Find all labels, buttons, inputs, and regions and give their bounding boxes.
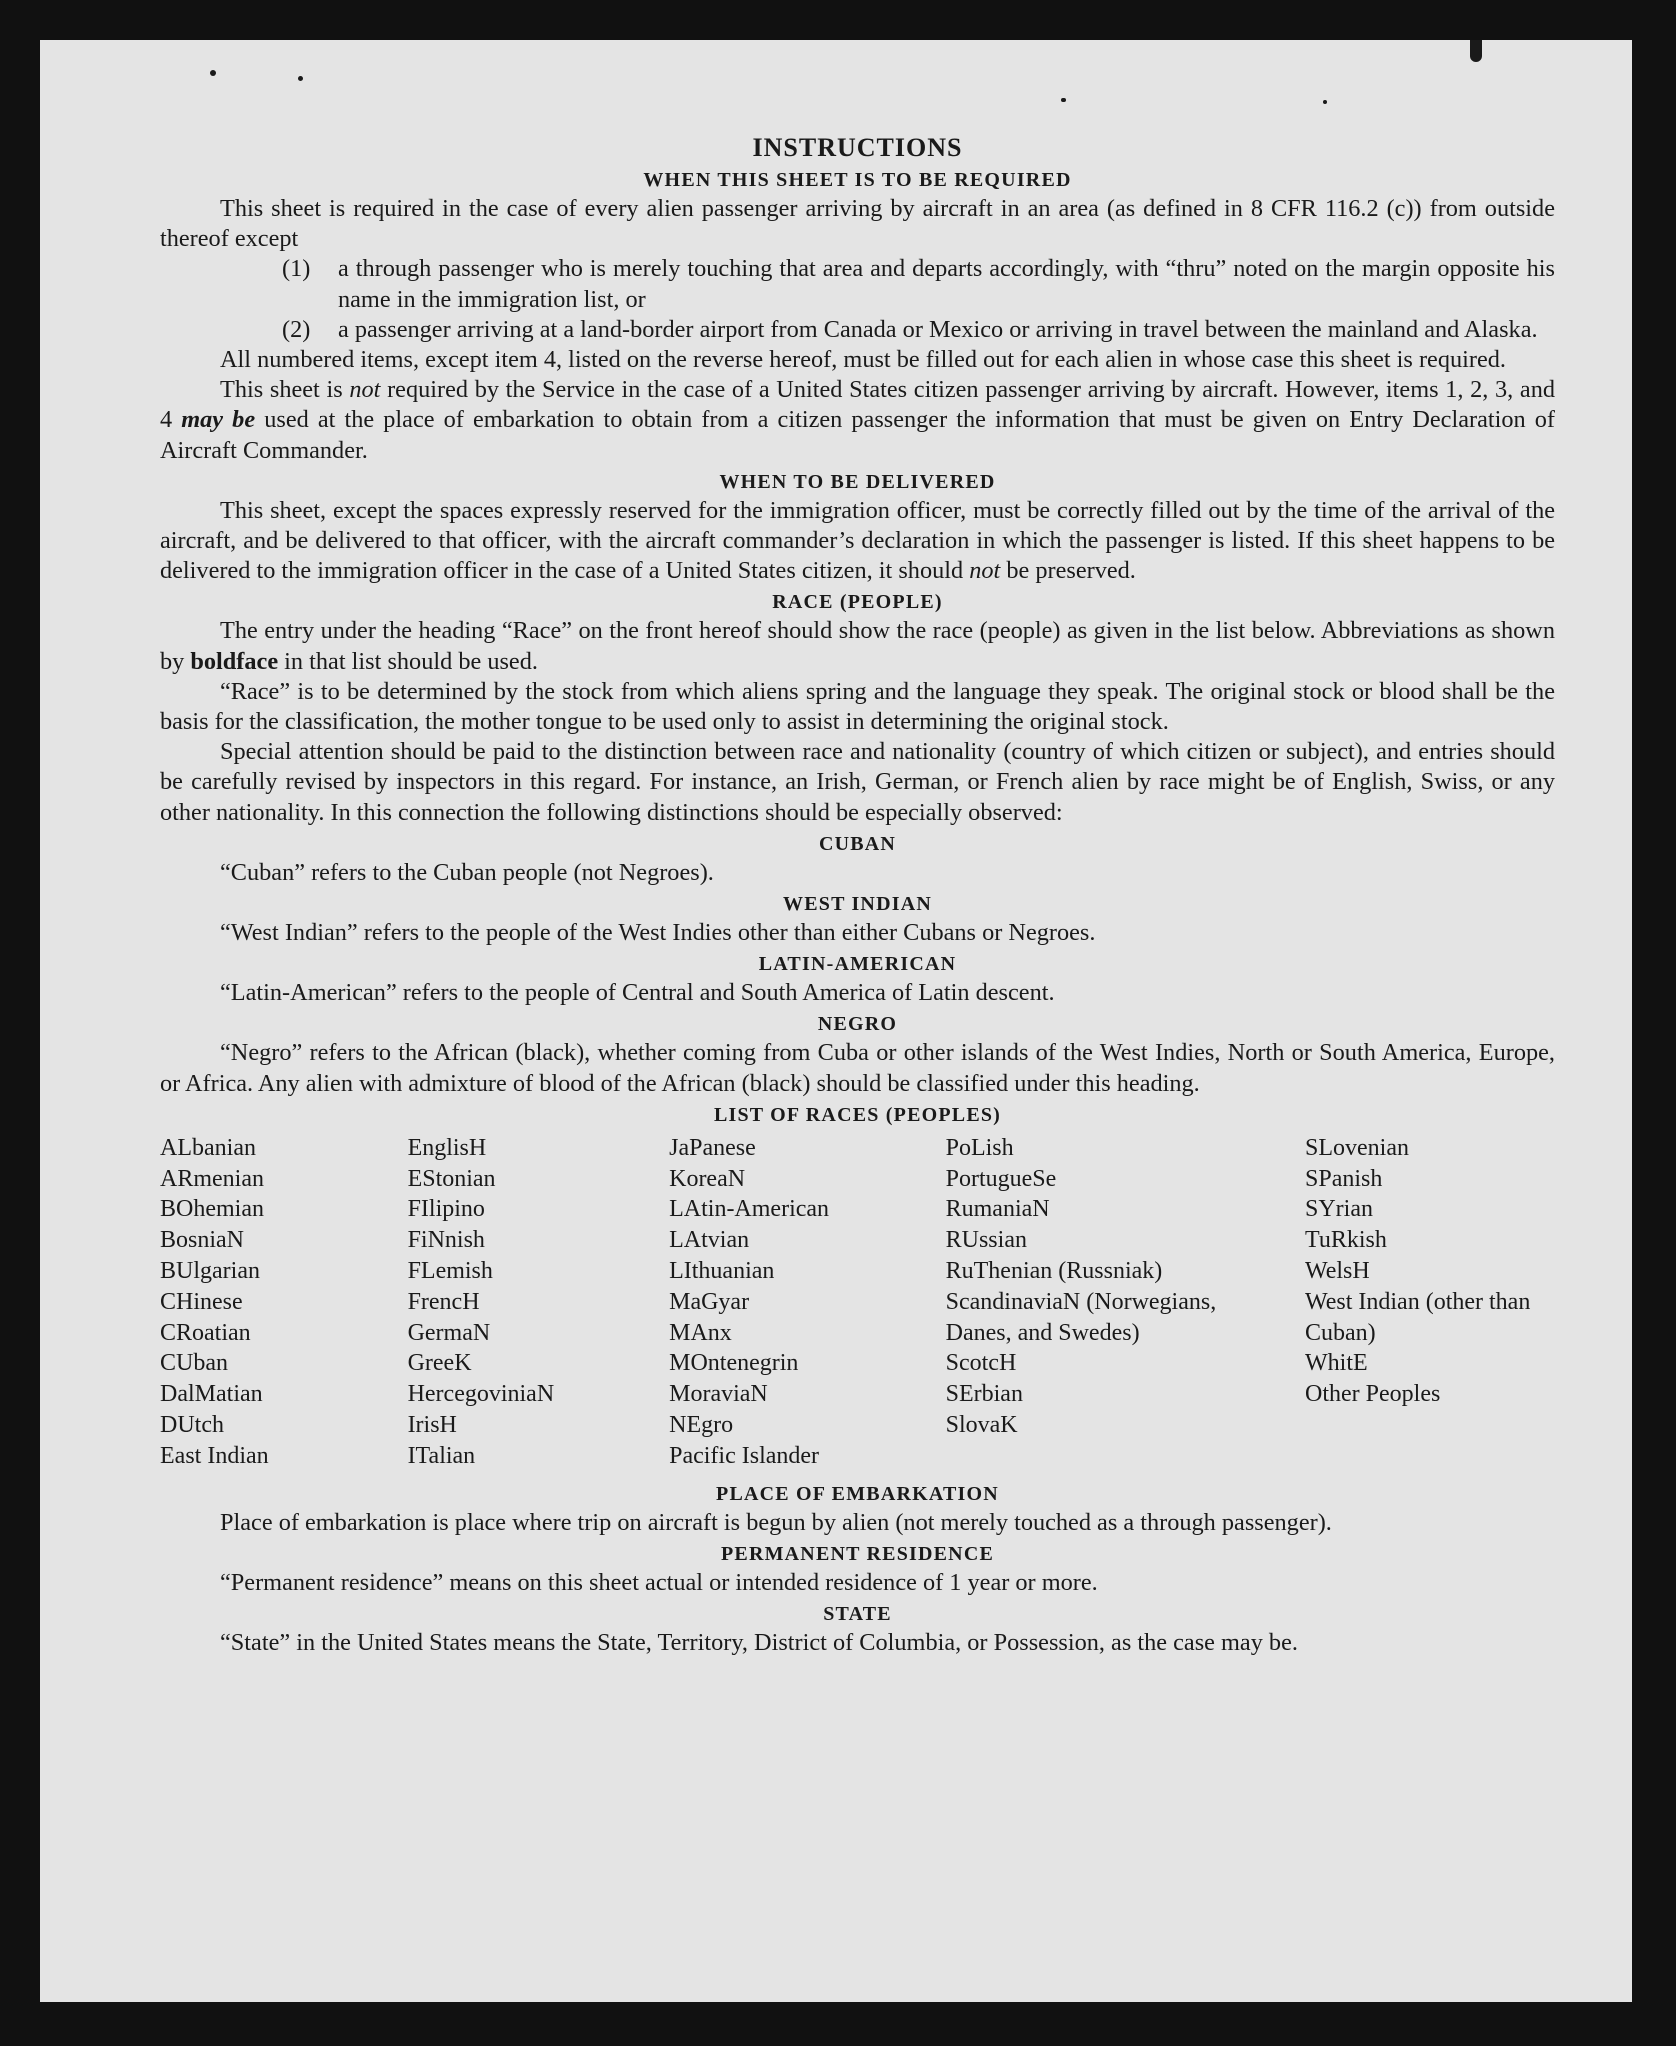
section-heading: NEGRO bbox=[817, 1013, 898, 1036]
page-title: INSTRUCTIONS bbox=[752, 133, 963, 162]
race-entry: Other Peoples bbox=[1305, 1381, 1441, 1408]
race-entry: SPanish bbox=[1305, 1165, 1383, 1192]
text-run: This sheet is bbox=[220, 376, 350, 404]
race-entry: ScandinaviaN (Norwegians, Danes, and Swedes) bbox=[945, 1288, 1217, 1346]
race-entry: FIlipino bbox=[407, 1196, 485, 1223]
instructions-body bbox=[160, 92, 1555, 1658]
scan-speck bbox=[298, 76, 303, 81]
race-entry: East Indian bbox=[160, 1442, 269, 1469]
text-run: required by the Service in the case of a United States citizen passenger arriving by aircraft. However, items 1, 2, 3, and 4 bbox=[160, 376, 1556, 434]
race-entry: EnglisH bbox=[407, 1134, 487, 1161]
document-page bbox=[40, 40, 1632, 2002]
race-entry: ALbanian bbox=[160, 1134, 256, 1161]
paragraph bbox=[160, 496, 1555, 587]
item-number: (1) bbox=[282, 255, 311, 283]
race-entry: ARmenian bbox=[160, 1165, 264, 1192]
race-entry: MaGyar bbox=[669, 1288, 750, 1315]
race-entry: BUlgarian bbox=[160, 1258, 260, 1285]
paragraph bbox=[160, 375, 1555, 466]
text-run: The entry under the heading “Race” on the front hereof should show the race (people) as given in the list below. Abbreviations as shown by bbox=[160, 617, 1555, 675]
section-heading: RACE (PEOPLE) bbox=[772, 591, 943, 614]
paragraph: Place of embarkation is place where trip on aircraft is begun by alien (not merely touched as a through passenger). bbox=[220, 1508, 1332, 1536]
race-entry: BosniaN bbox=[160, 1227, 244, 1254]
race-entry: CRoatian bbox=[160, 1319, 251, 1346]
paragraph: Special attention should be paid to the distinction between race and nationality (country of which citizen or subject), and entries should be carefully revised by inspectors in this regard. For instance, an Irish, German, or French alien by race might be of English, Swiss, or any other nationality. In this connection the following distinctions should be especially observed: bbox=[160, 738, 1555, 826]
race-entry: FrencH bbox=[407, 1288, 480, 1315]
race-entry: West Indian (other than Cuban) bbox=[1305, 1288, 1531, 1346]
race-list bbox=[160, 1133, 1555, 1472]
race-entry: DUtch bbox=[160, 1412, 224, 1439]
race-entry: KoreaN bbox=[669, 1165, 746, 1192]
race-column bbox=[160, 1133, 408, 1472]
paragraph: “Race” is to be determined by the stock from which aliens spring and the language they speak. The original stock or blood shall be the basis for the classification, the mother tongue to be used only to assist in determining the original stock. bbox=[160, 677, 1555, 736]
race-entry: ScotcH bbox=[945, 1350, 1017, 1377]
race-entry: RuThenian (Russniak) bbox=[945, 1258, 1163, 1285]
race-entry: GreeK bbox=[407, 1350, 472, 1377]
race-entry: RumaniaN bbox=[945, 1196, 1050, 1223]
race-entry: HercegoviniaN bbox=[407, 1381, 555, 1408]
race-entry: CUban bbox=[160, 1350, 228, 1377]
bold-text: boldface bbox=[190, 647, 279, 675]
section-heading: STATE bbox=[823, 1603, 892, 1626]
race-entry: EStonian bbox=[407, 1165, 496, 1192]
paragraph: “Permanent residence” means on this sheet actual or intended residence of 1 year or more. bbox=[220, 1568, 1098, 1596]
race-entry: BOhemian bbox=[160, 1196, 264, 1223]
section-heading: WHEN TO BE DELIVERED bbox=[719, 470, 996, 493]
race-entry: SErbian bbox=[945, 1381, 1023, 1408]
race-entry: MOntenegrin bbox=[669, 1350, 799, 1377]
emphasis: not bbox=[969, 557, 1001, 585]
race-entry: LAtin-American bbox=[669, 1196, 830, 1223]
race-entry: Pacific Islander bbox=[669, 1442, 820, 1469]
section-heading: PERMANENT RESIDENCE bbox=[720, 1542, 995, 1565]
exception-item bbox=[160, 254, 1555, 314]
item-text: a passenger arriving at a land-border airport from Canada or Mexico or arriving in travel between the mainland and Alaska. bbox=[338, 315, 1538, 343]
race-entry: LIthuanian bbox=[669, 1258, 775, 1285]
race-entry: WelsH bbox=[1305, 1258, 1370, 1285]
section-heading: LIST OF RACES (PEOPLES) bbox=[713, 1103, 1002, 1126]
paragraph: All numbered items, except item 4, listed on the reverse hereof, must be filled out for each alien in whose case this sheet is required. bbox=[220, 346, 1506, 374]
race-column bbox=[1305, 1133, 1555, 1472]
paragraph bbox=[160, 616, 1555, 676]
race-entry: SYrian bbox=[1305, 1196, 1373, 1223]
race-entry: IrisH bbox=[407, 1412, 457, 1439]
race-entry: ITalian bbox=[407, 1442, 476, 1469]
scan-speck bbox=[210, 70, 216, 76]
exception-item bbox=[160, 315, 1555, 345]
race-entry: PoLish bbox=[945, 1134, 1014, 1161]
paragraph: This sheet is required in the case of every alien passenger arriving by aircraft in an area (as defined in 8 CFR 116.2 (c)) from outside thereof except bbox=[160, 195, 1555, 253]
race-entry: SLovenian bbox=[1305, 1134, 1409, 1161]
emphasis: may be bbox=[181, 406, 256, 434]
race-entry: DalMatian bbox=[160, 1381, 263, 1408]
text-run: in that list should be used. bbox=[278, 647, 538, 675]
race-entry: MoraviaN bbox=[669, 1381, 768, 1408]
race-column bbox=[946, 1133, 1305, 1472]
section-heading: WHEN THIS SHEET IS TO BE REQUIRED bbox=[643, 169, 1072, 191]
race-entry: TuRkish bbox=[1305, 1227, 1387, 1254]
race-entry: MAnx bbox=[669, 1319, 732, 1346]
paragraph: “Negro” refers to the African (black), whether coming from Cuba or other islands of the West Indies, North or South America, Europe, or Africa. Any alien with admixture of blood of the African (black) should be classified under this heading. bbox=[160, 1039, 1555, 1097]
race-entry: SlovaK bbox=[945, 1412, 1018, 1439]
race-entry: FiNnish bbox=[407, 1227, 485, 1254]
race-entry: RUssian bbox=[945, 1227, 1027, 1254]
race-entry: JaPanese bbox=[669, 1134, 756, 1161]
section-heading: PLACE OF EMBARKATION bbox=[716, 1482, 999, 1505]
item-text: a through passenger who is merely touching that area and departs accordingly, with “thru” noted on the margin opposite his name in the immigration list, or bbox=[338, 255, 1555, 313]
emphasis: not bbox=[349, 376, 381, 404]
item-number: (2) bbox=[282, 315, 311, 343]
section-heading: LATIN-AMERICAN bbox=[758, 953, 957, 976]
race-entry: LAtvian bbox=[669, 1227, 750, 1254]
race-entry: GermaN bbox=[407, 1319, 491, 1346]
paragraph: “Cuban” refers to the Cuban people (not Negroes). bbox=[220, 858, 714, 886]
race-entry: WhitE bbox=[1305, 1350, 1368, 1377]
section-heading: CUBAN bbox=[818, 832, 897, 855]
race-entry: CHinese bbox=[160, 1288, 243, 1315]
text-run: used at the place of embarkation to obtain from a citizen passenger the information that must be given on Entry Declaration of Aircraft Commander. bbox=[160, 406, 1555, 464]
race-entry: NEgro bbox=[669, 1412, 734, 1439]
race-column bbox=[408, 1133, 670, 1472]
paragraph: “State” in the United States means the State, Territory, District of Columbia, or Possession, as the case may be. bbox=[220, 1629, 1298, 1657]
scan-speck bbox=[1470, 40, 1482, 62]
text-run: This sheet, except the spaces expressly reserved for the immigration officer, must be correctly filled out by the time of the arrival of the aircraft, and be delivered to that officer, with the aircraft commander’s declaration in which the passenger is listed. If this sheet happens to be delivered to the immigration officer in the case of a United States citizen, it should bbox=[160, 496, 1555, 585]
paragraph: “Latin-American” refers to the people of Central and South America of Latin descent. bbox=[220, 979, 1055, 1007]
paragraph: “West Indian” refers to the people of the West Indies other than either Cubans or Negroes. bbox=[220, 919, 1096, 947]
race-entry: PortugueSe bbox=[945, 1165, 1057, 1192]
text-run: be preserved. bbox=[1000, 557, 1136, 585]
section-heading: WEST INDIAN bbox=[783, 893, 932, 916]
race-entry: FLemish bbox=[407, 1258, 493, 1285]
race-column bbox=[669, 1133, 946, 1472]
